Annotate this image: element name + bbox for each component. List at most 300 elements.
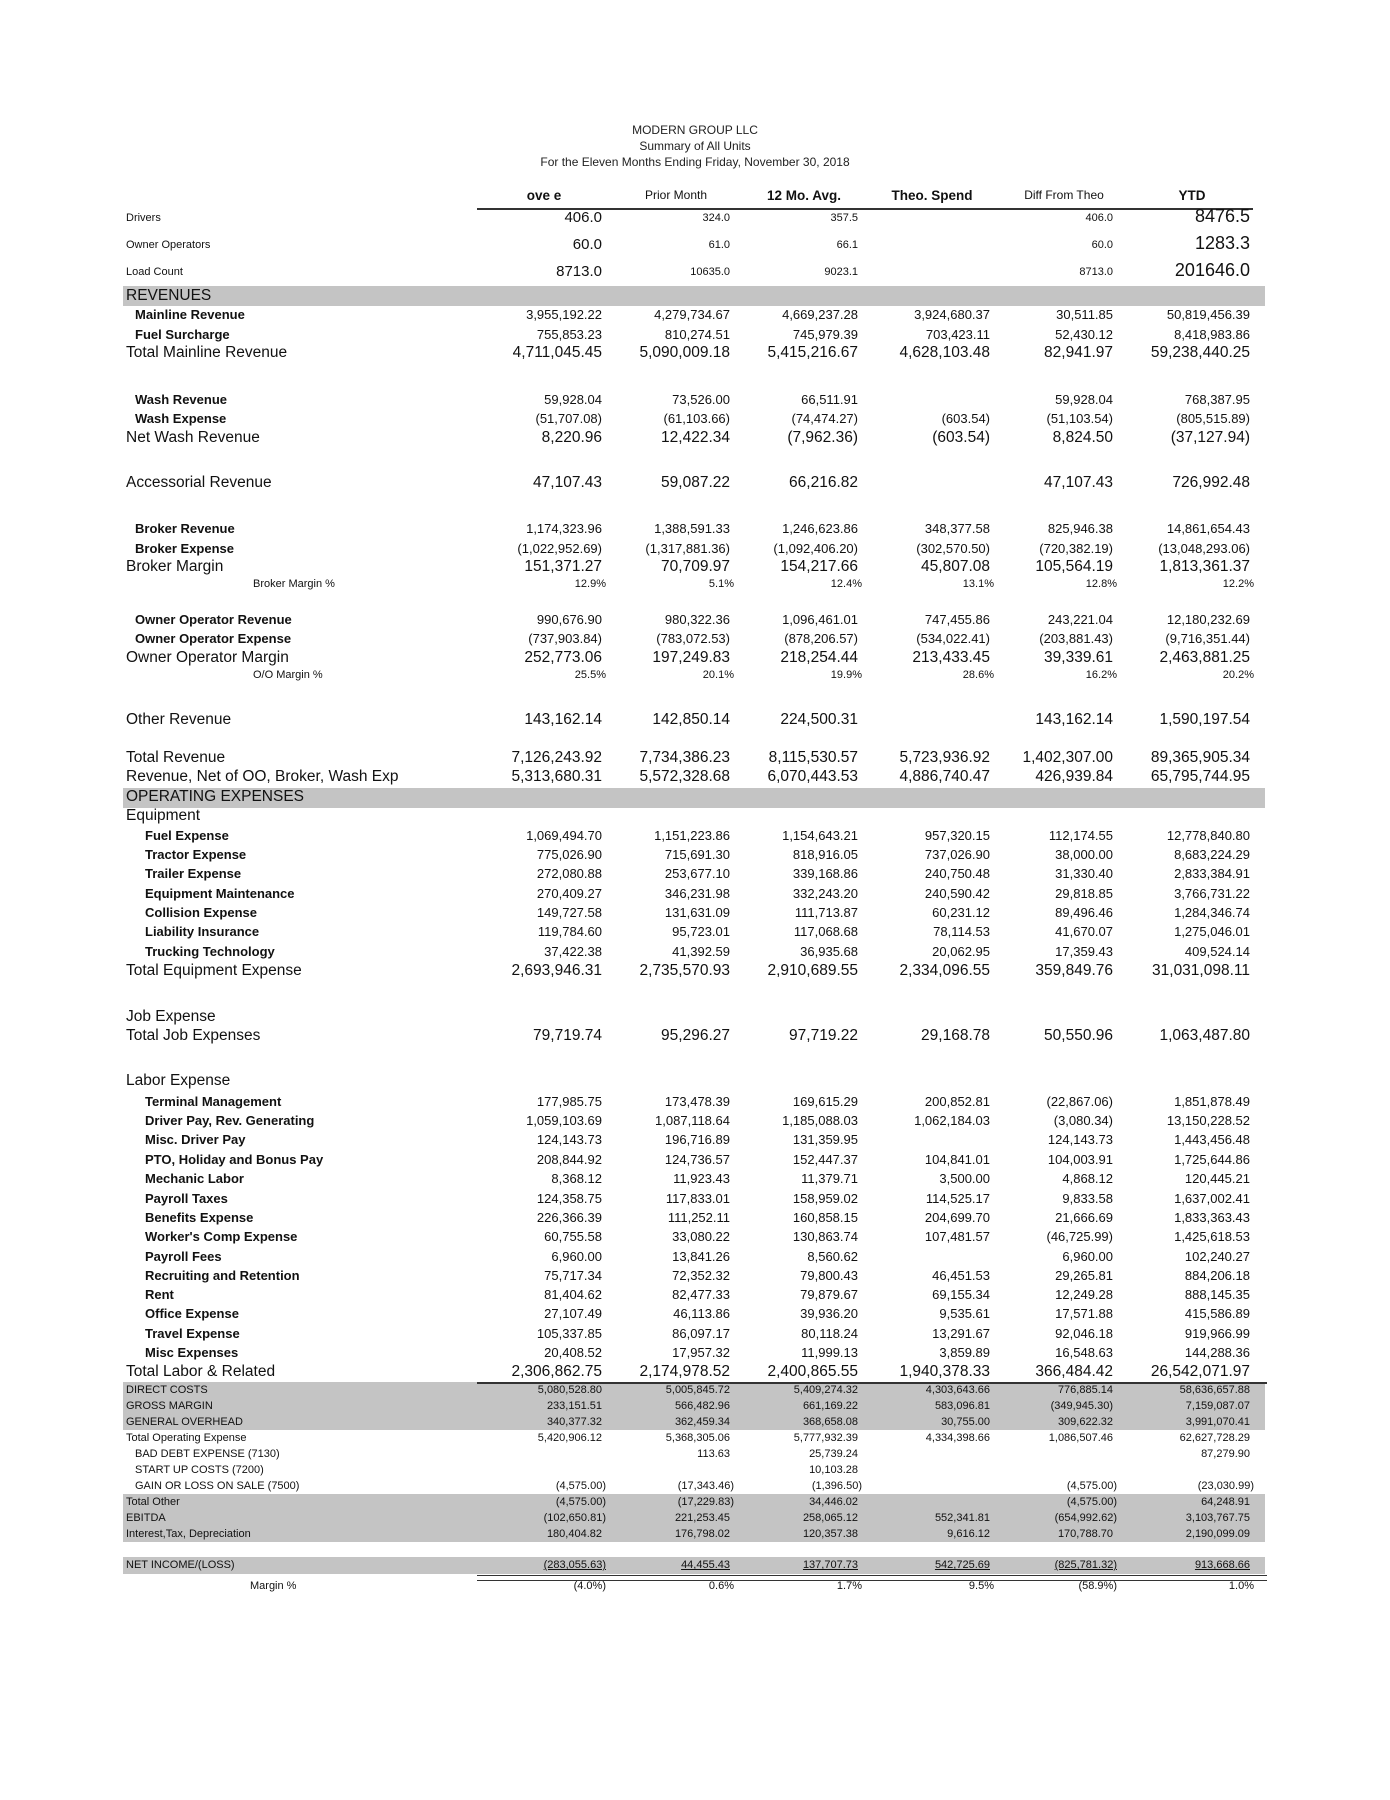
cell: 52,430.12 — [1055, 327, 1113, 342]
row-interest-tax-depreciation — [0, 1528, 1390, 1546]
cell-ytd: 201646.0 — [1174, 260, 1250, 280]
cell: 89,365,905.34 — [1150, 749, 1250, 766]
cell: 1,284,346.74 — [1174, 905, 1250, 920]
cell: 1,154,643.21 — [782, 828, 858, 843]
cell: 154,217.66 — [780, 558, 858, 575]
cell: 87,279.90 — [1201, 1448, 1250, 1460]
cell: 1.7% — [836, 1580, 862, 1592]
cell: 112,174.55 — [1048, 828, 1113, 843]
cell: 152,447.37 — [792, 1152, 858, 1167]
cell: 2,833,384.91 — [1174, 866, 1250, 881]
cell: 176,798.02 — [674, 1528, 730, 1540]
row-label: Equipment Maintenance — [145, 886, 295, 901]
cell: 45,807.08 — [921, 558, 990, 575]
cell: 204,699.70 — [924, 1210, 990, 1225]
cell: 3,991,070.41 — [1185, 1416, 1250, 1428]
cell-ytd: 8476.5 — [1194, 206, 1250, 226]
cell: 72,352.32 — [672, 1268, 730, 1283]
cell: 2,400,865.55 — [767, 1363, 858, 1380]
row-labor-item — [0, 1210, 1390, 1228]
row-label: Total Job Expenses — [126, 1027, 261, 1044]
row-labor-item — [0, 1191, 1390, 1209]
cell: 120,445.21 — [1184, 1171, 1250, 1186]
cell: 1,275,046.01 — [1174, 924, 1250, 939]
cell: 70,709.97 — [661, 558, 730, 575]
cell: 5,368,305.06 — [665, 1432, 730, 1444]
cell: 38,000.00 — [1055, 847, 1113, 862]
cell: 60,755.58 — [544, 1229, 602, 1244]
cell: 124,143.73 — [536, 1132, 602, 1147]
cell: 196,716.89 — [664, 1132, 730, 1147]
cell: 980,322.36 — [664, 612, 730, 627]
cell: 92,046.18 — [1055, 1326, 1113, 1341]
row-label: GAIN OR LOSS ON SALE (7500) — [135, 1480, 300, 1492]
cell: 97,719.22 — [789, 1027, 858, 1044]
row-label: Owner Operators — [126, 239, 211, 251]
cell: (7,962.36) — [787, 429, 858, 446]
cell: 339,168.86 — [792, 866, 858, 881]
cell: 37,422.38 — [544, 944, 602, 959]
cell: (51,103.54) — [1046, 411, 1113, 426]
cell: 4,868.12 — [1062, 1171, 1113, 1186]
row-label: Owner Operator Expense — [135, 631, 292, 646]
row-label: Total Other — [126, 1496, 180, 1508]
cell: 58,636,657.88 — [1179, 1384, 1250, 1396]
row-wash-revenue — [0, 392, 1390, 410]
row-broker-revenue — [0, 521, 1390, 539]
cell: 8,560.62 — [807, 1249, 858, 1264]
cell: 3,103,767.75 — [1185, 1512, 1250, 1524]
cell: 5,005,845.72 — [665, 1384, 730, 1396]
cell: 105,337.85 — [536, 1326, 602, 1341]
cell: 34,446.02 — [809, 1496, 858, 1508]
cell: 117,068.68 — [793, 924, 858, 939]
row-equipment-item — [0, 847, 1390, 865]
cell: 913,668.66 — [1194, 1559, 1250, 1571]
cell: 755,853.23 — [536, 327, 602, 342]
cell: 44,455.43 — [681, 1559, 730, 1571]
row-label: Fuel Surcharge — [135, 327, 230, 342]
cell: 95,723.01 — [672, 924, 730, 939]
row-total-mainline-revenue — [0, 344, 1390, 362]
cell: 253,677.10 — [664, 866, 730, 881]
cell: 39,936.20 — [800, 1306, 858, 1321]
row-oo-margin — [0, 649, 1390, 667]
cell: 1,940,378.33 — [899, 1363, 990, 1380]
row-label: Mechanic Labor — [145, 1171, 244, 1186]
cell: 47,107.43 — [533, 474, 602, 491]
cell: 1,246,623.86 — [782, 521, 858, 536]
cell: 1,059,103.69 — [526, 1113, 602, 1128]
cell: 888,145.35 — [1184, 1287, 1250, 1302]
row-labor-item — [0, 1306, 1390, 1324]
cell: 12,180,232.69 — [1166, 612, 1250, 627]
cell: 102,240.27 — [1184, 1249, 1250, 1264]
cell: 703,423.11 — [925, 327, 990, 342]
cell: 1,590,197.54 — [1159, 711, 1250, 728]
cell: 143,162.14 — [1035, 711, 1113, 728]
row-label: Other Revenue — [126, 711, 232, 728]
row-label: O/O Margin % — [253, 669, 323, 681]
cell: 12,422.34 — [661, 429, 730, 446]
cell: 82,477.33 — [672, 1287, 730, 1302]
stat-row-load-count — [0, 260, 1390, 284]
cell: (4,575.00) — [555, 1496, 606, 1508]
cell: 12.9% — [574, 578, 606, 590]
cell: 149,727.58 — [536, 905, 602, 920]
row-label: Misc Expenses — [145, 1345, 239, 1360]
row-net-wash-revenue — [0, 429, 1390, 447]
cell: 1,087,118.64 — [655, 1113, 730, 1128]
cell: 197,249.83 — [652, 649, 730, 666]
row-label: Liability Insurance — [145, 924, 260, 939]
row-label: Net Wash Revenue — [126, 429, 260, 446]
row-label: START UP COSTS (7200) — [135, 1464, 264, 1476]
cell: 80,118.24 — [801, 1326, 858, 1341]
column-header-ytd: YTD — [1178, 188, 1206, 203]
cell: 359,849.76 — [1035, 962, 1113, 979]
cell: 20,408.52 — [544, 1345, 602, 1360]
row-broker-expense — [0, 541, 1390, 559]
cell: 4,303,643.66 — [925, 1384, 990, 1396]
cell: 4,279,734.67 — [654, 307, 730, 322]
cell: 173,478.39 — [664, 1094, 730, 1109]
report-subtitle: Summary of All Units — [639, 139, 751, 153]
cell: 21,666.69 — [1055, 1210, 1113, 1225]
row-equipment-item — [0, 924, 1390, 942]
row-labor-item — [0, 1249, 1390, 1267]
cell: 1,063,487.80 — [1159, 1027, 1250, 1044]
cell-current: 406.0 — [564, 209, 602, 226]
cell: (13,048,293.06) — [1158, 541, 1250, 556]
cell: 415,586.89 — [1184, 1306, 1250, 1321]
cell: 30,511.85 — [1056, 307, 1113, 322]
cell: 2,735,570.93 — [639, 962, 730, 979]
cell: 30,755.00 — [941, 1416, 990, 1428]
row-label: Trucking Technology — [145, 944, 275, 959]
cell: 233,151.51 — [546, 1400, 602, 1412]
row-label: GENERAL OVERHEAD — [126, 1416, 243, 1428]
cell: (4,575.00) — [1066, 1496, 1117, 1508]
row-label: NET INCOME/(LOSS) — [126, 1559, 235, 1571]
cell: 1,388,591.33 — [654, 521, 730, 536]
cell: 884,206.18 — [1184, 1268, 1250, 1283]
cell: 6,960.00 — [551, 1249, 602, 1264]
cell: 1,425,618.53 — [1174, 1229, 1250, 1244]
cell: 13.1% — [962, 578, 994, 590]
cell: 5,080,528.80 — [537, 1384, 602, 1396]
cell: 19.9% — [830, 669, 862, 681]
cell: 170,788.70 — [1057, 1528, 1113, 1540]
row-label: Recruiting and Retention — [145, 1268, 300, 1283]
cell: 1,443,456.48 — [1174, 1132, 1250, 1147]
column-header-current: ove e — [526, 188, 562, 203]
cell: 213,433.45 — [912, 649, 990, 666]
cell: 124,358.75 — [536, 1191, 602, 1206]
section-equipment — [0, 807, 1390, 825]
cell: 107,481.57 — [924, 1229, 990, 1244]
cell: 7,159,087.07 — [1185, 1400, 1250, 1412]
cell: (720,382.19) — [1039, 541, 1113, 556]
row-label: BAD DEBT EXPENSE (7130) — [135, 1448, 280, 1460]
row-labor-item — [0, 1094, 1390, 1112]
stat-row-drivers — [0, 206, 1390, 230]
cell: 240,590.42 — [924, 886, 990, 901]
cell: 39,339.61 — [1044, 649, 1113, 666]
row-label: Misc. Driver Pay — [145, 1132, 246, 1147]
row-labor-item — [0, 1345, 1390, 1363]
cell-prior: 10635.0 — [690, 266, 730, 278]
row-label: Tractor Expense — [145, 847, 247, 862]
cell-diff: 8713.0 — [1079, 266, 1113, 278]
cell: 6,070,443.53 — [767, 768, 858, 785]
section-label: Equipment — [126, 807, 201, 824]
cell: 346,231.98 — [664, 886, 730, 901]
cell: 11,923.43 — [673, 1171, 730, 1186]
row-label: Benefits Expense — [145, 1210, 254, 1225]
cell: 3,924,680.37 — [914, 307, 990, 322]
cell: 218,254.44 — [780, 649, 858, 666]
cell: (1,396.50) — [811, 1480, 862, 1492]
cell: 200,852.81 — [924, 1094, 990, 1109]
row-total-equipment-expense — [0, 962, 1390, 980]
cell: 7,126,243.92 — [511, 749, 602, 766]
cell: 12.2% — [1222, 578, 1254, 590]
cell: 27,107.49 — [544, 1306, 602, 1321]
cell: 1,185,088.03 — [782, 1113, 858, 1128]
cell: 82,941.97 — [1044, 344, 1113, 361]
cell: 1,725,644.86 — [1174, 1152, 1250, 1167]
cell: 2,334,096.55 — [899, 962, 990, 979]
cell: 16,548.63 — [1055, 1345, 1113, 1360]
cell: 8,220.96 — [541, 429, 602, 446]
cell: 715,691.30 — [664, 847, 730, 862]
cell: 143,162.14 — [524, 711, 602, 728]
cell: 119,784.60 — [537, 924, 602, 939]
cell: 180,404.82 — [546, 1528, 602, 1540]
cell: (203,881.43) — [1039, 631, 1113, 646]
cell: 50,819,456.39 — [1166, 307, 1250, 322]
cell: 131,631.09 — [664, 905, 730, 920]
row-label: Revenue, Net of OO, Broker, Wash Exp — [126, 768, 399, 785]
cell: 130,863.74 — [792, 1229, 858, 1244]
row-revenue-net — [0, 768, 1390, 786]
row-label: Broker Margin % — [253, 578, 335, 590]
cell: (46,725.99) — [1046, 1229, 1113, 1244]
cell: 737,026.90 — [924, 847, 990, 862]
cell: 142,850.14 — [652, 711, 730, 728]
section-label: Job Expense — [126, 1008, 216, 1025]
cell: (603.54) — [941, 411, 990, 426]
cell-avg: 357.5 — [830, 212, 858, 224]
cell: (825,781.32) — [1054, 1559, 1117, 1571]
cell: 4,711,045.45 — [512, 344, 602, 361]
cell: 31,330.40 — [1055, 866, 1113, 881]
cell: 73,526.00 — [672, 392, 730, 407]
cell: 117,833.01 — [665, 1191, 730, 1206]
cell: 177,985.75 — [536, 1094, 602, 1109]
cell: 2,910,689.55 — [767, 962, 858, 979]
row-label: Total Labor & Related — [126, 1363, 276, 1380]
section-label: Labor Expense — [126, 1072, 231, 1089]
cell: 75,717.34 — [544, 1268, 602, 1283]
cell: 124,143.73 — [1047, 1132, 1113, 1147]
cell: 5,313,680.31 — [511, 768, 602, 785]
row-margin-pct — [0, 1580, 1390, 1598]
cell: 29,818.85 — [1055, 886, 1113, 901]
cell-prior: 324.0 — [702, 212, 730, 224]
column-header-theo-spend: Theo. Spend — [891, 188, 973, 203]
cell: 957,320.15 — [924, 828, 990, 843]
cell: (17,343.46) — [677, 1480, 734, 1492]
row-label: Drivers — [126, 212, 161, 224]
cell: 776,885.14 — [1057, 1384, 1113, 1396]
cell: 5,409,274.32 — [793, 1384, 858, 1396]
cell: (3,080.34) — [1053, 1113, 1113, 1128]
cell: 4,669,237.28 — [782, 307, 858, 322]
cell: 5,420,906.12 — [537, 1432, 602, 1444]
cell: (302,570.50) — [916, 541, 990, 556]
cell: (74,474.27) — [791, 411, 858, 426]
cell: (17,229.83) — [677, 1496, 734, 1508]
row-label: Broker Expense — [135, 541, 234, 556]
cell: 1,069,494.70 — [526, 828, 602, 843]
cell: 270,409.27 — [536, 886, 602, 901]
row-labor-item — [0, 1287, 1390, 1305]
row-label: Broker Margin — [126, 558, 224, 575]
row-equipment-item — [0, 944, 1390, 962]
cell: 1,174,323.96 — [526, 521, 602, 536]
cell: 137,707.73 — [802, 1559, 858, 1571]
cell: 66,216.82 — [789, 474, 858, 491]
cell: 17,359.43 — [1055, 944, 1113, 959]
row-label: Collision Expense — [145, 905, 257, 920]
cell: (58.9%) — [1078, 1580, 1117, 1592]
cell: 3,500.00 — [939, 1171, 990, 1186]
cell: 10,103.28 — [809, 1464, 858, 1476]
cell: 4,628,103.48 — [899, 344, 990, 361]
cell: 14,861,654.43 — [1166, 521, 1250, 536]
cell: 64,248.91 — [1201, 1496, 1250, 1508]
section-label: OPERATING EXPENSES — [126, 788, 305, 805]
cell: (603.54) — [932, 429, 990, 446]
row-label: GROSS MARGIN — [126, 1400, 213, 1412]
cell: 5,415,216.67 — [767, 344, 858, 361]
cell: 104,003.91 — [1047, 1152, 1113, 1167]
cell: (283,055.63) — [543, 1559, 606, 1571]
row-oo-expense — [0, 631, 1390, 649]
cell: 131,359.95 — [792, 1132, 858, 1147]
cell: 552,341.81 — [934, 1512, 990, 1524]
cell: 8,418,983.86 — [1174, 327, 1250, 342]
row-label: EBITDA — [126, 1512, 166, 1524]
cell: 240,750.48 — [924, 866, 990, 881]
cell: 12,249.28 — [1055, 1287, 1113, 1302]
cell: 2,463,881.25 — [1159, 649, 1250, 666]
cell-avg: 9023.1 — [824, 266, 858, 278]
cell: 65,795,744.95 — [1150, 768, 1250, 785]
row-label: Driver Pay, Rev. Generating — [145, 1113, 315, 1128]
cell: (51,707.08) — [535, 411, 602, 426]
row-label: Total Equipment Expense — [126, 962, 302, 979]
cell: 25,739.24 — [809, 1448, 858, 1460]
row-label: Trailer Expense — [145, 866, 242, 881]
row-total-job-expenses — [0, 1027, 1390, 1045]
cell: 59,087.22 — [661, 474, 730, 491]
column-header-prior-month: Prior Month — [644, 188, 708, 202]
cell: 79,800.43 — [800, 1268, 858, 1283]
cell: 426,939.84 — [1035, 768, 1113, 785]
cell: 818,916.05 — [792, 847, 858, 862]
cell: 990,676.90 — [536, 612, 602, 627]
cell: 1,096,461.01 — [782, 612, 858, 627]
cell: 105,564.19 — [1035, 558, 1113, 575]
cell-prior: 61.0 — [708, 239, 730, 251]
cell: (4,575.00) — [1066, 1480, 1117, 1492]
row-equipment-item — [0, 886, 1390, 904]
cell: 20,062.95 — [932, 944, 990, 959]
cell: 111,252.11 — [667, 1210, 730, 1225]
cell: 810,274.51 — [664, 327, 730, 342]
cell: 50,550.96 — [1044, 1027, 1113, 1044]
cell: 79,879.67 — [800, 1287, 858, 1302]
cell: 9,833.58 — [1062, 1191, 1113, 1206]
cell: 158,959.02 — [792, 1191, 858, 1206]
row-equipment-item — [0, 866, 1390, 884]
cell: 33,080.22 — [672, 1229, 730, 1244]
row-oo-margin-pct — [0, 669, 1390, 687]
cell: 60,231.12 — [932, 905, 990, 920]
cell: 2,190,099.09 — [1185, 1528, 1250, 1540]
row-label: Total Operating Expense — [126, 1432, 247, 1444]
cell: (1,092,406.20) — [773, 541, 858, 556]
cell: 309,622.32 — [1057, 1416, 1113, 1428]
cell: 5.1% — [708, 578, 734, 590]
column-header-12mo-avg: 12 Mo. Avg. — [766, 188, 841, 203]
cell: 17,571.88 — [1055, 1306, 1113, 1321]
cell: 104,841.01 — [924, 1152, 990, 1167]
row-total-revenue — [0, 749, 1390, 767]
cell: (1,022,952.69) — [517, 541, 602, 556]
cell: 124,736.57 — [664, 1152, 730, 1167]
cell: 272,080.88 — [536, 866, 602, 881]
cell: 9,616.12 — [947, 1528, 990, 1540]
cell: 3,955,192.22 — [526, 307, 602, 322]
cell: 20.1% — [702, 669, 734, 681]
cell: 4,334,398.66 — [925, 1432, 990, 1444]
cell: 661,169.22 — [802, 1400, 858, 1412]
row-label: Owner Operator Revenue — [135, 612, 292, 627]
cell-current: 8713.0 — [556, 263, 602, 280]
cell: 8,824.50 — [1052, 429, 1113, 446]
cell: 89,496.46 — [1055, 905, 1113, 920]
cell: (9,716,351.44) — [1165, 631, 1250, 646]
cell: 66,511.91 — [801, 392, 858, 407]
row-label: Broker Revenue — [135, 521, 235, 536]
row-labor-item — [0, 1268, 1390, 1286]
cell: (737,903.84) — [528, 631, 602, 646]
cell: 31,031,098.11 — [1152, 962, 1250, 979]
row-labor-item — [0, 1152, 1390, 1170]
report-period: For the Eleven Months Ending Friday, November 30, 2018 — [540, 155, 850, 169]
row-label: Rent — [145, 1287, 174, 1302]
cell: 17,957.32 — [672, 1345, 730, 1360]
cell-diff: 406.0 — [1085, 212, 1113, 224]
row-label: Wash Expense — [135, 411, 227, 426]
cell: 20.2% — [1222, 669, 1254, 681]
cell: 825,946.38 — [1047, 521, 1113, 536]
cell: 13,841.26 — [672, 1249, 730, 1264]
